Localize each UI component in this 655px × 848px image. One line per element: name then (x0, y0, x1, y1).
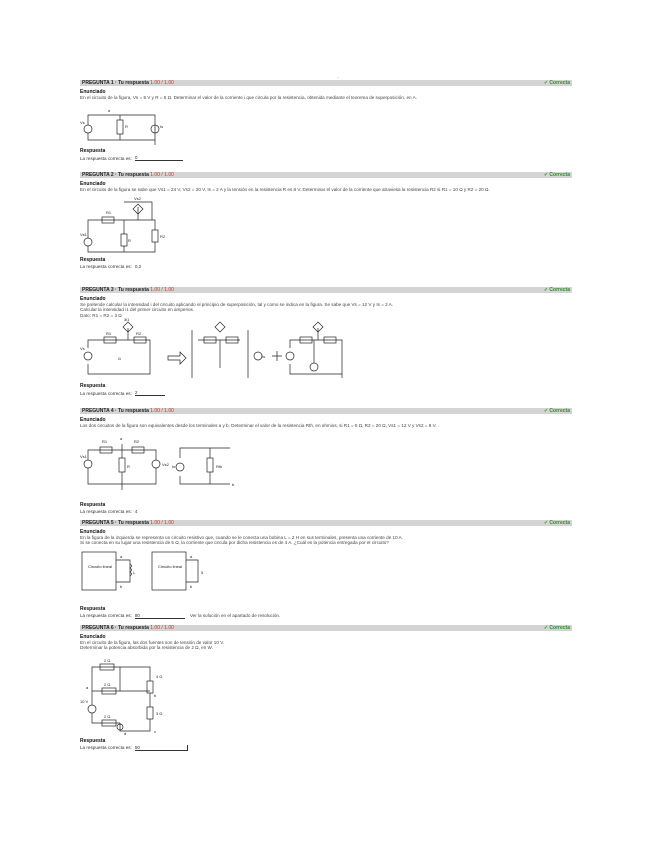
question-meta: Tu respuesta (118, 80, 149, 86)
statement-text-2: Calcular la intensidad i1 del primer circuito en amperios. (80, 307, 195, 313)
source-label: Vs2 (162, 462, 169, 468)
statement-label: Enunciado (80, 529, 106, 535)
answer-text: La respuesta correcta es: (80, 509, 132, 515)
answer-label: Respuesta (80, 737, 106, 744)
question-title: PREGUNTA 4 (82, 408, 114, 414)
source-label: Vs1 (80, 454, 87, 460)
answer-label: Respuesta (80, 502, 106, 509)
question-header: PREGUNTA 6 · Tu respuesta 1.00 / 1.00 ✓ Correcta (82, 625, 570, 631)
thevenin-diagram (80, 428, 260, 490)
answer-text: La respuesta correcta es: (80, 390, 132, 396)
node-label: a (120, 553, 123, 559)
question-header: PREGUNTA 5 · Tu respuesta 1.00 / 1.00 ✓ Correcta (82, 520, 570, 526)
statement-text: En la figura de la izquierda se representa un circuito resistivo que, cuando se le conecta una bobina L = 2 H en sus terminales, presenta una corriente de 10 A. (80, 535, 403, 540)
resistor-label: 2 Ω (104, 713, 111, 719)
question-score: 1.00 / 1.00 (150, 408, 174, 414)
node-label: b (120, 583, 123, 589)
statement-text-2: Si se conecta en su lugar una resistencia de 5 Ω, la corriente que circula por dicha resistencia es de 4 A. ¿Cuál es la potencia entregada por el circuito? (80, 540, 389, 546)
resistor-label: Rth (216, 464, 223, 470)
question-meta: Tu respuesta (118, 287, 149, 293)
question-header: PREGUNTA 2 · Tu respuesta 1.00 / 1.00 ✓ Correcta (82, 172, 570, 178)
resistor-label: 2 Ω (104, 657, 111, 663)
statement-text: Los dos circuitos de la figura son equivalentes desde los terminales a y b. Determinar el valor de la resistencia Rth, en ohmios, si R1 = 5 Ω, R2 = 20 Ω, Vs1 = 12 V y Vs2 = 8 V. (80, 423, 437, 428)
question-6 (80, 625, 572, 751)
arrow-icon (168, 352, 186, 364)
source-label: Vs2 (134, 196, 141, 202)
answer-label: Respuesta (80, 257, 106, 264)
source-label: Vs (80, 120, 85, 126)
question-score: 1.00 / 1.00 (150, 172, 174, 178)
node-label: a (120, 436, 123, 442)
answer-value: 0,2 (134, 264, 142, 270)
node-label: a (190, 553, 193, 559)
correct-status: ✓ Correcta (543, 287, 570, 293)
statement-text-2: Determinar la potencia absorbida por la resistencia de 2 Ω, en W. (80, 645, 213, 651)
answer-text: La respuesta correcta es: (80, 264, 132, 270)
question-score: 1.00 / 1.00 (150, 520, 174, 526)
question-score: 1.00 / 1.00 (150, 625, 174, 631)
answer-label: Respuesta (80, 605, 106, 612)
statement-label: Enunciado (80, 89, 106, 95)
resistor-r (121, 234, 127, 246)
block-label: Circuito lineal (158, 563, 183, 569)
question-score: 1.00 / 1.00 (150, 287, 174, 293)
statement-text: Se pretende calcular la intensidad i del circuito aplicando el principio de superposición, tal y como se indica en la figura. Se sabe que Vs = 12 V y Is = 2 A. (80, 302, 394, 307)
superposition-diagram (80, 318, 380, 380)
resistor-label: 4 Ω (156, 673, 163, 679)
node-label: c (154, 728, 156, 734)
source-label: Is (172, 464, 176, 470)
question-meta: Tu respuesta (118, 172, 149, 178)
statement-text: En el circuito de la figura, Vs = 5 V y R = 5 Ω. Determinar el valor de la corriente i que circula por la resistencia, obtenida mediante el teorema de superposición, en A. (80, 95, 417, 100)
statement-label: Enunciado (80, 417, 106, 423)
resistor-label: R1 (106, 331, 112, 337)
resistor-label: R (128, 238, 131, 244)
correct-status: ✓ Correcta (543, 520, 570, 526)
answer-value: 4 (134, 509, 138, 515)
circuit-diagram (80, 100, 180, 145)
resistor (117, 120, 123, 134)
current-label: i1 (118, 356, 122, 362)
question-5 (80, 520, 572, 619)
bridge-circuit-diagram (80, 651, 180, 735)
answer-note: Ver la solución en el apartado de resolución. (189, 613, 281, 619)
plus-icon (272, 351, 282, 361)
question-title: PREGUNTA 2 (82, 172, 114, 178)
source-label: Is (262, 354, 266, 360)
node-label: a (108, 108, 111, 114)
resistor-label: R2 (160, 234, 166, 240)
node-label: d (124, 730, 127, 735)
statement-label: Enunciado (80, 634, 106, 640)
question-meta: Tu respuesta (118, 520, 149, 526)
question-header: PREGUNTA 3 · Tu respuesta 1.00 / 1.00 ✓ Correcta (82, 287, 570, 293)
question-meta: Tu respuesta (118, 625, 149, 631)
question-1 (80, 80, 572, 161)
resistor-label: 3 Ω (156, 710, 163, 716)
statement-data: Dato: R1 = R2 = 3 Ω (80, 312, 122, 318)
statement-label: Enunciado (80, 296, 106, 302)
resistor-r2 (152, 230, 158, 242)
voltage-source (84, 238, 92, 246)
linear-circuit-diagram (80, 546, 220, 598)
resistor-label: R (125, 124, 128, 130)
source-label: Is (160, 124, 164, 130)
correct-status: ✓ Correcta (543, 80, 570, 86)
answer-text: La respuesta correcta es: (80, 155, 132, 161)
correct-status: ✓ Correcta (543, 408, 570, 414)
voltage-source (84, 125, 92, 133)
source-label: Vs (80, 346, 85, 352)
node-label: b (190, 583, 193, 589)
question-title: PREGUNTA 6 (82, 625, 114, 631)
correct-status: ✓ Correcta (543, 172, 570, 178)
answer-text: La respuesta correcta es: (80, 745, 132, 751)
answer-field[interactable]: 2 (135, 390, 165, 396)
answer-row (80, 509, 572, 514)
circuit-diagram (80, 192, 180, 254)
node-label: b (232, 482, 235, 488)
question-title: PREGUNTA 1 (82, 80, 114, 86)
answer-row (80, 390, 572, 396)
answer-label: Respuesta (80, 383, 106, 390)
question-score: 1.00 / 1.00 (150, 80, 174, 86)
resistor-label: R2 (134, 439, 140, 445)
source-label: 3i1 (124, 318, 130, 323)
statement-text: En el circuito de la figura, las dos fuentes son de tensión de valor 10 V. (80, 640, 225, 645)
node-label: a (86, 684, 89, 690)
statement-text: En el circuito de la figura se sabe que Vs1 = 24 V, Vs2 = 20 V, Is = 2 A y la tensión en la resistencia R es 8 V. Determinar el valor de la corriente que atraviesa la resistencia R2 si R1 = 10 Ω y R2 = 20 Ω. (80, 187, 490, 192)
answer-label: Respuesta (80, 148, 106, 155)
statement-label: Enunciado (80, 181, 106, 187)
resistor-label: 5 (201, 569, 204, 575)
inductor-label: L (133, 569, 136, 575)
answer-field[interactable]: 0 (135, 155, 183, 161)
question-header: PREGUNTA 4 · Tu respuesta 1.00 / 1.00 ✓ Correcta (82, 408, 570, 414)
resistor-label: R1 (102, 439, 108, 445)
resistor-label: R2 (136, 331, 142, 337)
resistor-label: R1 (106, 210, 112, 216)
answer-row (80, 155, 572, 161)
question-meta: Tu respuesta (118, 408, 149, 414)
node-label: b (154, 692, 157, 698)
question-3 (80, 287, 572, 396)
resistor-label: R (127, 464, 130, 470)
correct-status: ✓ Correcta (543, 625, 570, 631)
block-label: Circuito lineal (88, 563, 113, 569)
question-title: PREGUNTA 5 (82, 520, 114, 526)
source-label: 10 V (80, 698, 89, 704)
page-mark: - (337, 75, 339, 81)
answer-field[interactable]: 80 (135, 613, 185, 619)
question-2 (80, 172, 572, 269)
answer-row (80, 613, 572, 619)
answer-row (80, 745, 572, 751)
answer-text: La respuesta correcta es: (80, 613, 132, 619)
question-header: PREGUNTA 1 · Tu respuesta 1.00 / 1.00 ✓ Correcta (82, 80, 570, 86)
answer-row (80, 264, 572, 269)
question-4 (80, 408, 572, 514)
resistor-label: 2 Ω (104, 681, 111, 687)
answer-field[interactable]: 50 (135, 745, 188, 751)
question-title: PREGUNTA 3 (82, 287, 114, 293)
source-label: Vs1 (80, 232, 87, 238)
